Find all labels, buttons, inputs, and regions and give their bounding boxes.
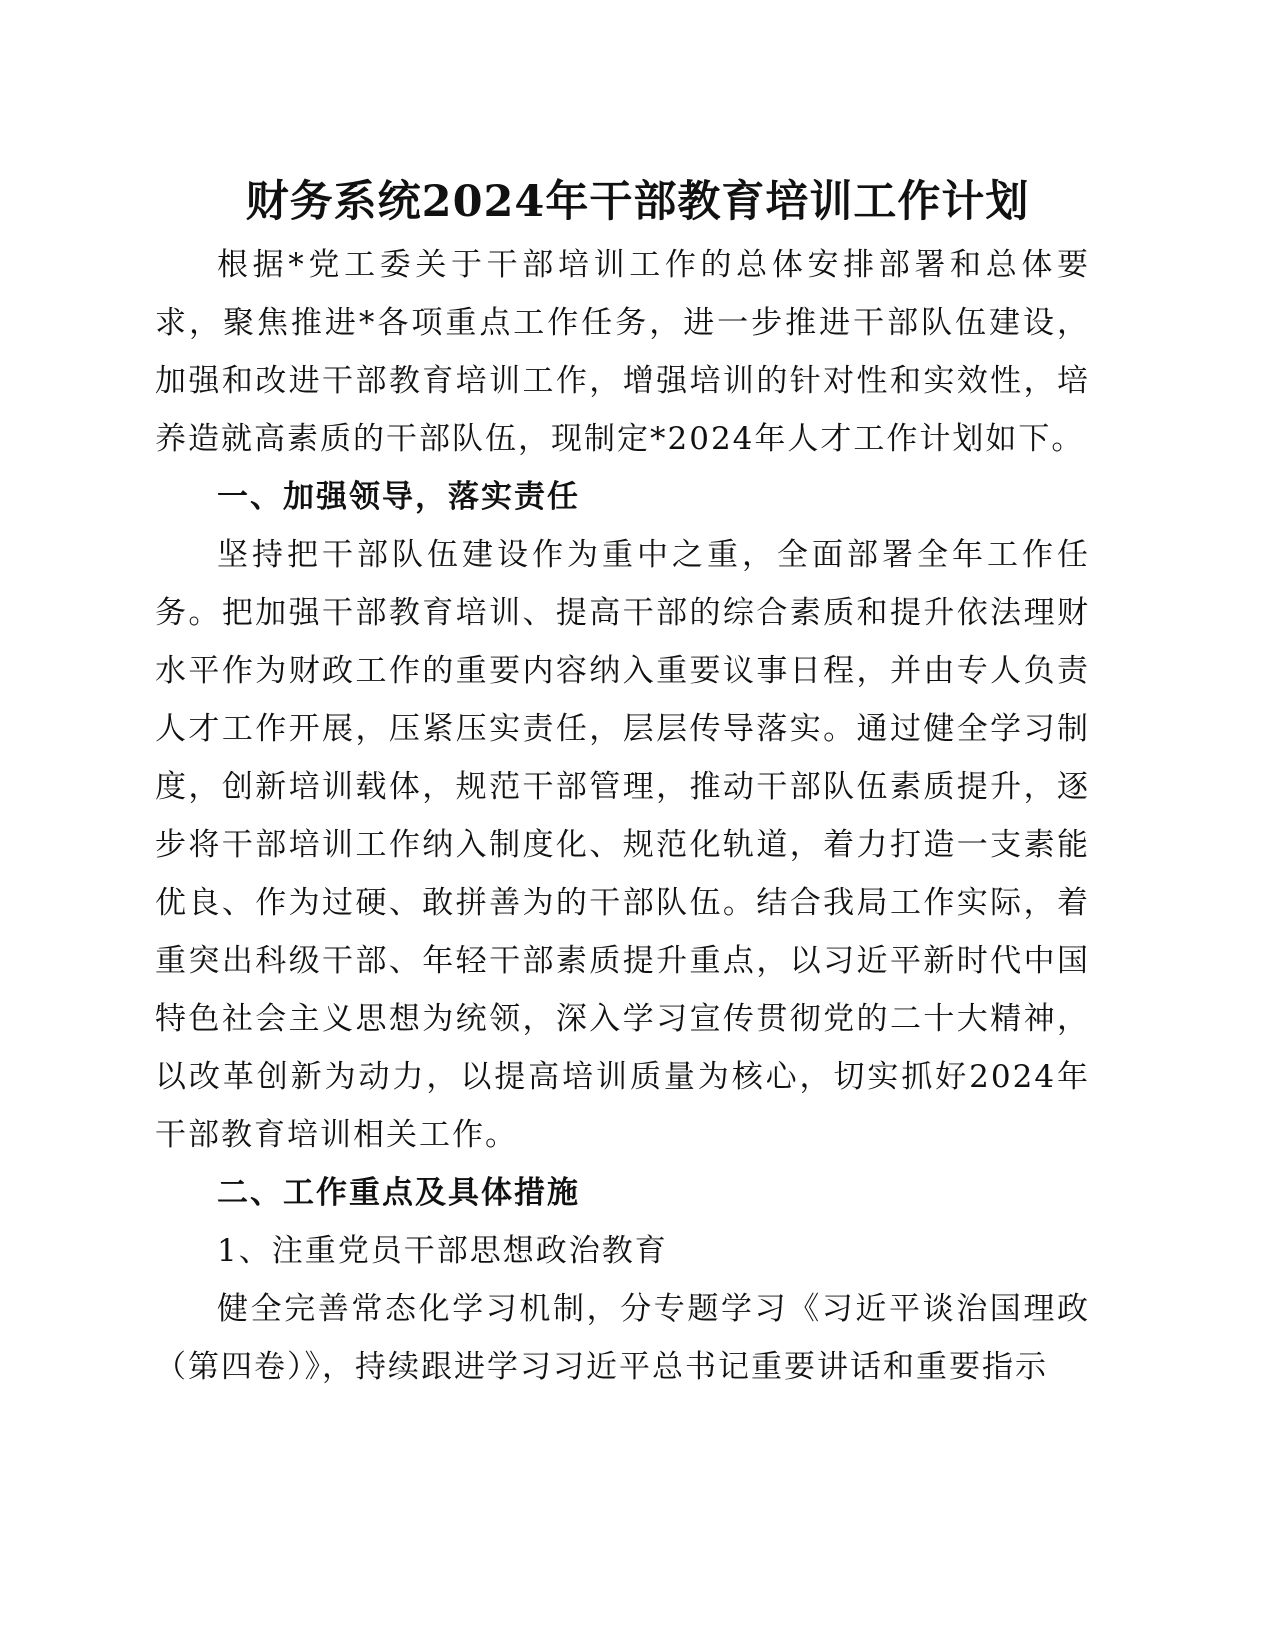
document-body — [155, 236, 1090, 1396]
section-1-paragraph: 坚持把干部队伍建设作为重中之重，全面部署全年工作任务。把加强干部教育培训、提高干部的综合素质和提升依法理财水平作为财政工作的重要内容纳入重要议事日程，并由专人负责人才工作开展，压紧压实责任，层层传导落实。通过健全学习制度，创新培训载体，规范干部管理，推动干部队伍素质提升，逐步将干部培训工作纳入制度化、规范化轨道，着力打造一支素能优良、作为过硬、敢拼善为的干部队伍。结合我局工作实际，着重突出科级干部、年轻干部素质提升重点，以习近平新时代中国特色社会主义思想为统领，深入学习宣传贯彻党的二十大精神，以改革创新为动力，以提高培训质量为核心，切实抓好2024年干部教育培训相关工作。 — [155, 537, 1090, 1153]
intro-paragraph: 根据*党工委关于干部培训工作的总体安排部署和总体要求，聚焦推进*各项重点工作任务，进一步推进干部队伍建设，加强和改进干部教育培训工作，增强培训的针对性和实效性，培养造就高素质的干部队伍，现制定*2024年人才工作计划如下。 — [155, 247, 1090, 457]
document-title: 财务系统2024年干部教育培训工作计划 — [245, 177, 1030, 227]
section-heading-2: 二、工作重点及具体措施 — [217, 1175, 580, 1211]
section-heading-1: 一、加强领导，落实责任 — [217, 479, 580, 515]
subsection-1-paragraph: 健全完善常态化学习机制，分专题学习《习近平谈治国理政（第四卷）》，持续跟进学习习近平总书记重要讲话和重要指示 — [155, 1291, 1090, 1385]
subsection-heading-1: 1、注重党员干部思想政治教育 — [217, 1233, 668, 1269]
